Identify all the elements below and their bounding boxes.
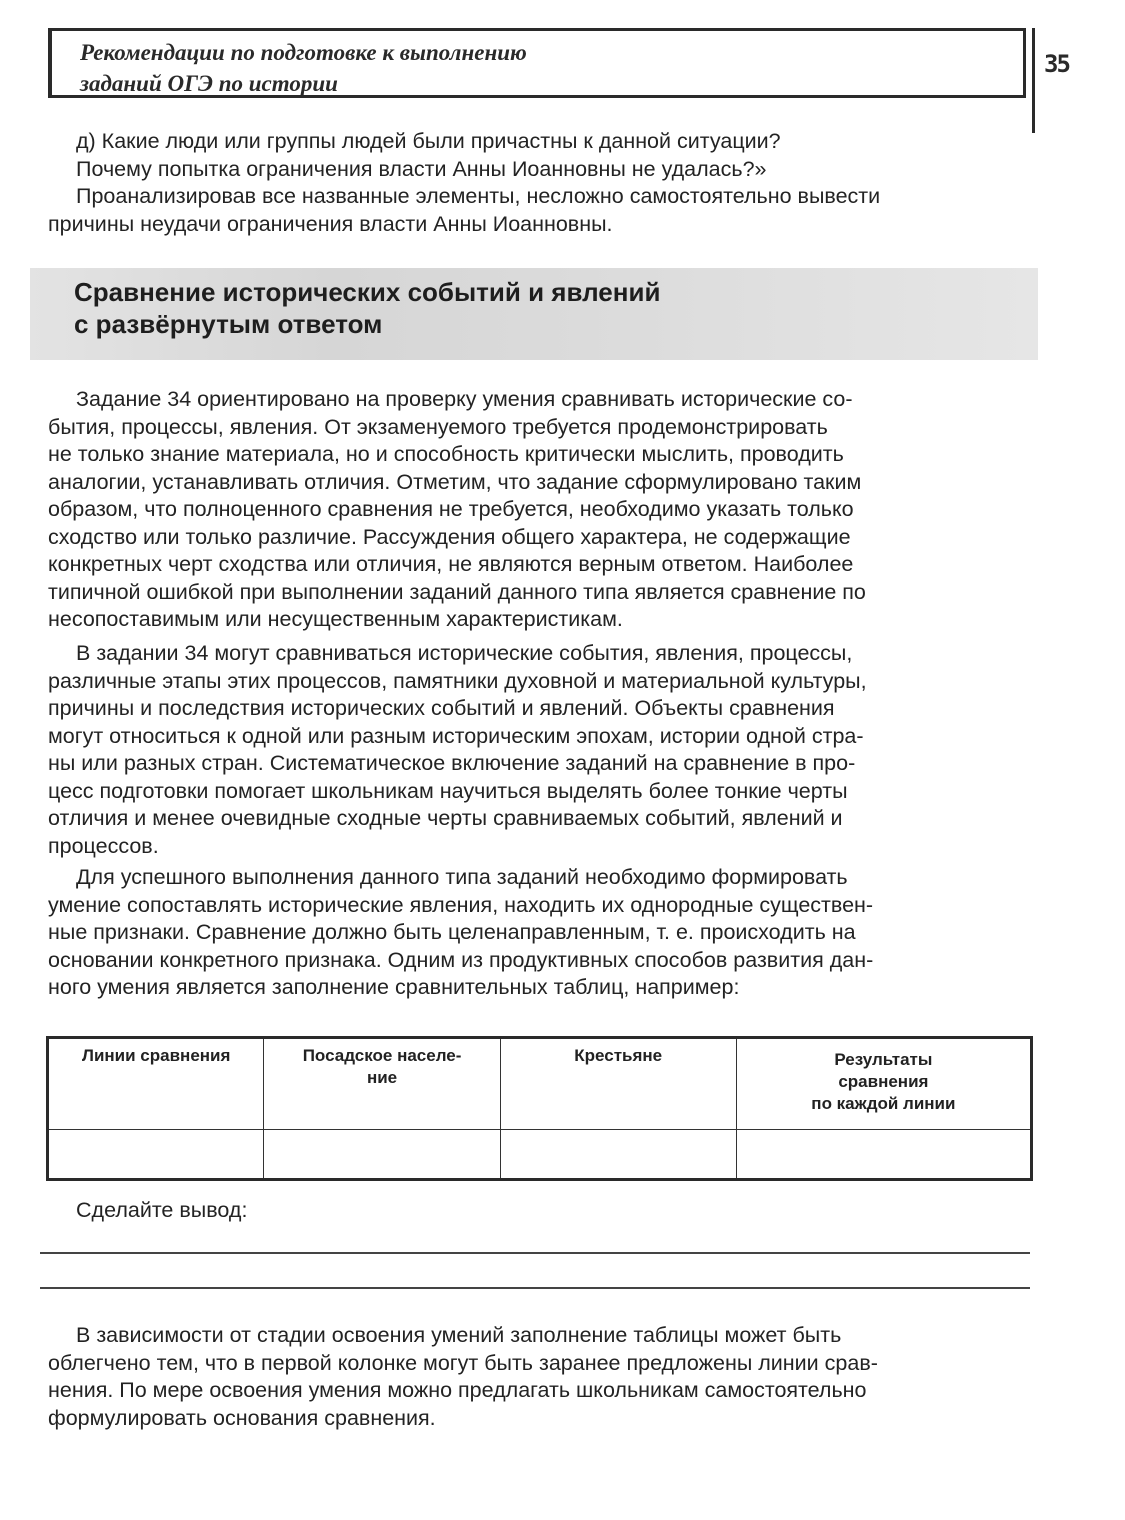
text-line: Для успешного выполнения данного типа заданий необходимо формировать [76, 865, 848, 889]
text-line: аналогии, устанавливать отличия. Отметим, что задание сформулировано таким [48, 469, 862, 494]
paragraph-2 [48, 640, 1036, 860]
text-line: различные этапы этих процессов, памятники духовной и материальной культуры, [48, 668, 867, 693]
table-header-cell [500, 1038, 736, 1130]
text-line: ные признаки. Сравнение должно быть целенаправленным, т. е. происходить на [48, 920, 856, 944]
answer-line [40, 1287, 1030, 1289]
comparison-table [46, 1036, 1033, 1181]
text-line: облегчено тем, что в первой колонке могут быть заранее предложены линии срав- [48, 1350, 878, 1375]
section-title [74, 276, 660, 340]
text-line: отличия и менее очевидные сходные черты сравниваемых событий, явлений и [48, 806, 843, 830]
text-line: образом, что полноценного сравнения не требуется, необходимо указать только [48, 497, 854, 521]
section-title-line-1: Сравнение исторических событий и явлений [74, 277, 661, 307]
text-line: нения. По мере освоения умения можно предлагать школьникам самостоятельно [48, 1378, 867, 1402]
text-line: несопоставимым или несущественным характеристикам. [48, 607, 623, 631]
intro-text [48, 128, 1036, 238]
table-cell [48, 1130, 264, 1180]
text-line: причины неудачи ограничения власти Анны Иоанновны. [48, 211, 613, 236]
table-cell [264, 1130, 500, 1180]
conclusion-block [48, 1197, 1036, 1225]
header-vertical-rule [1032, 28, 1035, 133]
table-header-cell [264, 1038, 500, 1130]
header-text: Результаты сравнения по каждой линии [811, 1050, 956, 1113]
text-line: В зависимости от стадии освоения умений заполнение таблицы может быть [76, 1323, 842, 1347]
text-line: ны или разных стран. Систематическое включение заданий на сравнение в про- [48, 751, 856, 775]
text-line: причины и последствия исторических событий и явлений. Объекты сравнения [48, 696, 835, 720]
text-line: могут относиться к одной или разным историческим эпохам, истории одной стра- [48, 723, 864, 748]
paragraph-3 [48, 864, 1036, 1002]
text-line: основании конкретного признака. Одним из продуктивных способов развития дан- [48, 947, 874, 972]
header-line-1: Рекомендации по подготовке к выполнению [80, 40, 527, 65]
table-row [48, 1130, 1032, 1180]
table-header-row [48, 1038, 1032, 1130]
text-line: д) Какие люди или группы людей были причастны к данной ситуации? [76, 129, 781, 153]
text-line: В задании 34 могут сравниваться исторические события, явления, процессы, [76, 641, 853, 665]
header-line-2: заданий ОГЭ по истории [80, 71, 338, 96]
text-line: типичной ошибкой при выполнении заданий данного типа является сравнение по [48, 579, 866, 604]
header-text: Линии сравнения [82, 1046, 231, 1065]
text-line: конкретных черт сходства или отличия, не являются верным ответом. Наиболее [48, 552, 854, 576]
text-line: бытия, процессы, явления. От экзаменуемого требуется продемонстрировать [48, 414, 828, 439]
conclusion-label: Сделайте вывод: [76, 1198, 248, 1222]
text-line: не только знание материала, но и способность критически мыслить, проводить [48, 442, 844, 466]
section-title-line-2: с развёрнутым ответом [74, 309, 383, 339]
table-header-cell [736, 1038, 1031, 1130]
table-cell [500, 1130, 736, 1180]
text-line: цесс подготовки помогает школьникам научиться выделять более тонкие черты [48, 778, 848, 803]
text-line: умение сопоставлять исторические явления, находить их однородные существен- [48, 892, 874, 917]
header-text: Крестьяне [574, 1046, 663, 1065]
text-line: Проанализировав все названные элементы, несложно самостоятельно вывести [76, 184, 881, 208]
header-text: Посадское населе- ние [302, 1046, 462, 1087]
answer-line [40, 1252, 1030, 1254]
text-line: формулировать основания сравнения. [48, 1405, 436, 1430]
table-header-cell [48, 1038, 264, 1130]
text-line: сходство или только различие. Рассуждения общего характера, не содержащие [48, 524, 851, 549]
running-header [48, 28, 1026, 98]
paragraph-1 [48, 386, 1036, 634]
text-line: ного умения является заполнение сравнительных таблиц, например: [48, 975, 740, 999]
table-cell [736, 1130, 1031, 1180]
page-number: 35 [1044, 50, 1069, 78]
text-line: Задание 34 ориентировано на проверку умения сравнивать исторические со- [76, 387, 853, 411]
text-line: процессов. [48, 833, 159, 858]
paragraph-4 [48, 1322, 1036, 1432]
text-line: Почему попытка ограничения власти Анны Иоанновны не удалась?» [76, 156, 767, 181]
